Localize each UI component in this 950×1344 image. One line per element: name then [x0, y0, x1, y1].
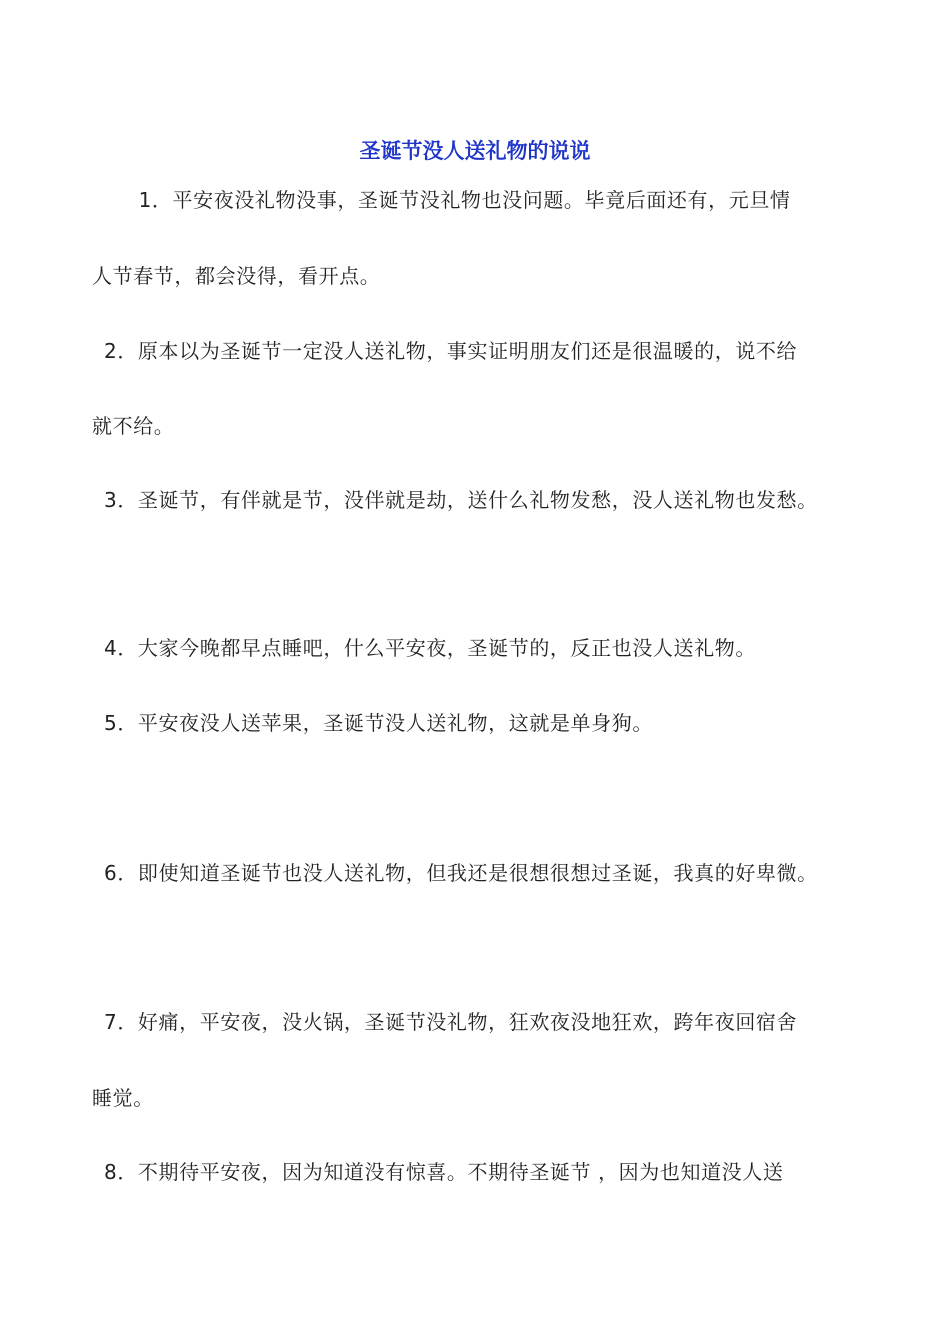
paragraph-line-7: 5．平安夜没人送苹果，圣诞节没人送礼物，这就是单身狗。: [104, 711, 653, 735]
paragraph-line-1: 1．平安夜没礼物没事，圣诞节没礼物也没问题。毕竟后面还有，元旦情: [118, 188, 791, 212]
paragraph-line-8: 6．即使知道圣诞节也没人送礼物，但我还是很想很想过圣诞，我真的好卑微。: [104, 861, 818, 885]
document-title: 圣诞节没人送礼物的说说: [359, 139, 591, 163]
paragraph-line-9: 7．好痛，平安夜，没火锅，圣诞节没礼物，狂欢夜没地狂欢，跨年夜回宿舍: [104, 1010, 798, 1034]
paragraph-line-2: 人节春节，都会没得，看开点。: [92, 264, 381, 288]
paragraph-line-10: 睡觉。: [92, 1086, 154, 1110]
paragraph-line-5: 3．圣诞节，有伴就是节，没伴就是劫，送什么礼物发愁，没人送礼物也发愁。: [104, 488, 818, 512]
paragraph-line-3: 2．原本以为圣诞节一定没人送礼物，事实证明朋友们还是很温暖的，说不给: [104, 339, 798, 363]
paragraph-line-4: 就不给。: [92, 414, 175, 438]
paragraph-line-11: 8．不期待平安夜，因为知道没有惊喜。不期待圣诞节 ，因为也知道没人送: [104, 1160, 784, 1184]
paragraph-line-6: 4．大家今晚都早点睡吧，什么平安夜，圣诞节的，反正也没人送礼物。: [104, 636, 756, 660]
